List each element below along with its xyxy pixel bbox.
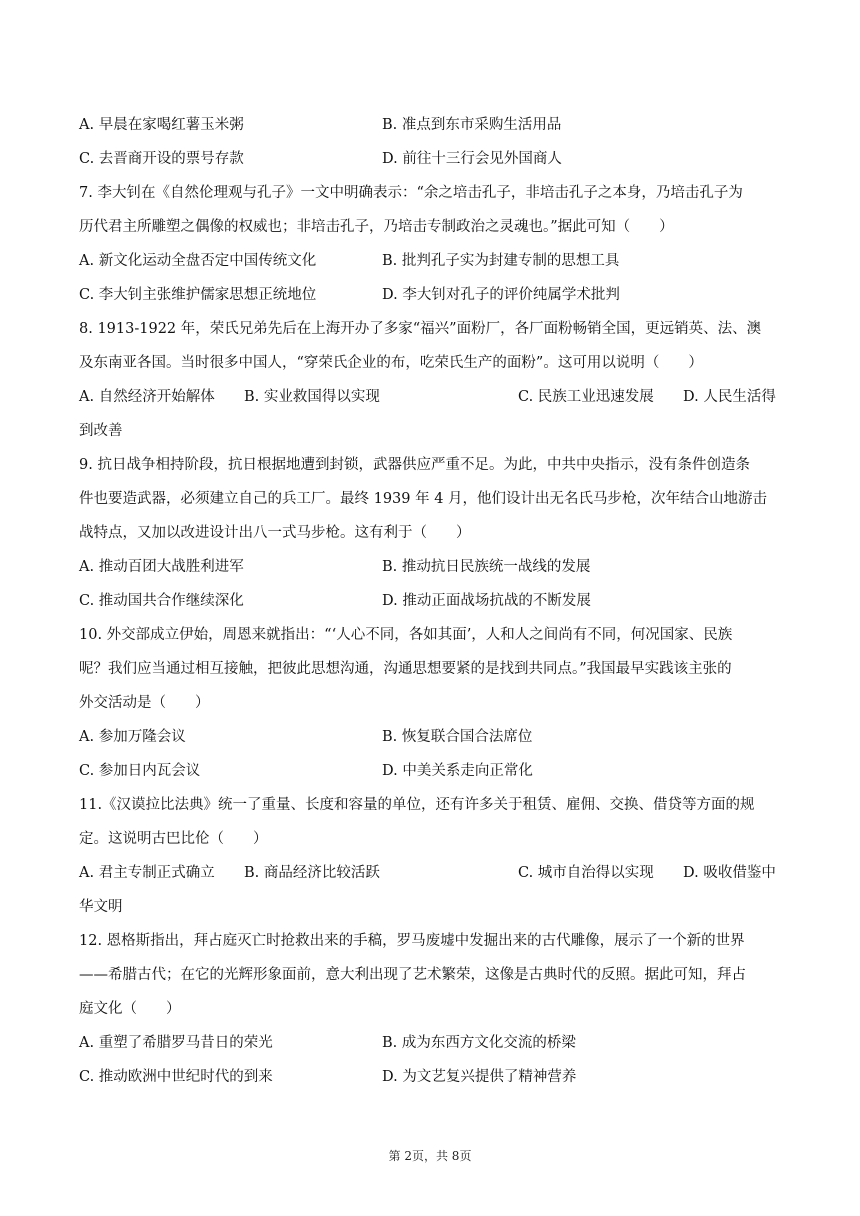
option-d: D. 李大钊对孔子的评价纯属学术批判 xyxy=(382,287,620,303)
page-content xyxy=(79,108,781,1094)
option-d: D. 为文艺复兴提供了精神营养 xyxy=(382,1069,577,1085)
option-b: B. 实业救国得以实现 xyxy=(244,389,380,405)
option-c: C. 推动国共合作继续深化 xyxy=(79,593,244,609)
question-10-stem: 外交活动是（ ） xyxy=(79,695,210,711)
option-row xyxy=(79,584,781,618)
page-footer: 第 2页，共 8页 xyxy=(388,1149,472,1163)
option-a: A. 新文化运动全盘否定中国传统文化 xyxy=(79,253,317,269)
option-row xyxy=(79,1026,781,1060)
option-row xyxy=(79,142,781,176)
question-7-stem: 历代君主所雕塑之偶像的权威也；非培击孔子，乃培击专制政治之灵魂也。”据此可知（ ） xyxy=(79,219,674,235)
option-c: C. 参加日内瓦会议 xyxy=(79,763,201,779)
option-row xyxy=(79,550,781,584)
option-row xyxy=(79,720,781,754)
option-row xyxy=(79,108,781,142)
option-row xyxy=(79,278,781,312)
option-a: A. 重塑了希腊罗马昔日的荣光 xyxy=(79,1035,273,1051)
question-12-stem: 12. 恩格斯指出，拜占庭灭亡时抢救出来的手稿，罗马废墟中发掘出来的古代雕像，展示了一个新的世界 xyxy=(79,933,745,949)
question-12-stem: ——希腊古代；在它的光辉形象面前，意大利出现了艺术繁荣，这像是古典时代的反照。据此可知，拜占 xyxy=(79,967,746,983)
option-a: A. 推动百团大战胜利进军 xyxy=(79,559,244,575)
question-10-stem: 呢？我们应当通过相互接触，把彼此思想沟通，沟通思想要紧的是找到共同点。”我国最早实践该主张的 xyxy=(79,661,732,677)
option-row xyxy=(79,1060,781,1094)
question-9-stem: 9. 抗日战争相持阶段，抗日根据地遭到封锁，武器供应严重不足。为此，中共中央指示，没有条件创造条 xyxy=(79,457,750,473)
option-d: D. 中美关系走向正常化 xyxy=(382,763,533,779)
option-a: A. 自然经济开始解体 xyxy=(79,389,215,405)
question-11-stem: 11.《汉谟拉比法典》统一了重量、长度和容量的单位，还有许多关于租赁、雇佣、交换、借贷等方面的规 xyxy=(79,797,755,813)
option-c: C. 推动欧洲中世纪时代的到来 xyxy=(79,1069,273,1085)
option-row xyxy=(79,754,781,788)
option-b: B. 商品经济比较活跃 xyxy=(244,865,380,881)
option-c: C. 民族工业迅速发展 xyxy=(518,389,654,405)
option-d: D. 吸收借鉴中 xyxy=(683,865,776,881)
question-8-stem: 及东南亚各国。当时很多中国人，“穿荣氏企业的布，吃荣氏生产的面粉”。这可用以说明（ ） xyxy=(79,355,703,371)
option-b: B. 推动抗日民族统一战线的发展 xyxy=(382,559,591,575)
option-c: C. 去晋商开设的票号存款 xyxy=(79,151,244,167)
option-b: B. 批判孔子实为封建专制的思想工具 xyxy=(382,253,620,269)
option-d: D. 前往十三行会见外国商人 xyxy=(382,151,562,167)
option-row xyxy=(79,244,781,278)
option-c: C. 城市自治得以实现 xyxy=(518,865,654,881)
option-b: B. 成为东西方文化交流的桥梁 xyxy=(382,1035,576,1051)
option-d: D. 推动正面战场抗战的不断发展 xyxy=(382,593,591,609)
question-11-stem: 定。这说明古巴比伦（ ） xyxy=(79,831,268,847)
option-d-continued: 华文明 xyxy=(79,899,123,915)
option-b: B. 准点到东市采购生活用品 xyxy=(382,117,562,133)
option-d-continued: 到改善 xyxy=(79,423,123,439)
option-a: A. 参加万隆会议 xyxy=(79,729,186,745)
question-10-stem: 10. 外交部成立伊始，周恩来就指出：“‘人心不同，各如其面’，人和人之间尚有不同，何况国家、民族 xyxy=(79,627,733,643)
question-12-stem: 庭文化（ ） xyxy=(79,1001,181,1017)
option-d: D. 人民生活得 xyxy=(683,389,776,405)
option-row xyxy=(79,380,781,414)
option-row xyxy=(79,856,781,890)
question-9-stem: 战特点，又加以改进设计出八一式马步枪。这有利于（ ） xyxy=(79,525,471,541)
question-9-stem: 件也要造武器，必须建立自己的兵工厂。最终 1939 年 4 月，他们设计出无名氏马步枪，次年结合山地游击 xyxy=(79,491,768,507)
option-b: B. 恢复联合国合法席位 xyxy=(382,729,533,745)
question-8-stem: 8. 1913-1922 年，荣氏兄弟先后在上海开办了多家“福兴”面粉厂，各厂面粉畅销全国，更远销英、法、澳 xyxy=(79,321,762,337)
option-c: C. 李大钊主张维护儒家思想正统地位 xyxy=(79,287,317,303)
option-a: A. 君主专制正式确立 xyxy=(79,865,215,881)
question-7-stem: 7. 李大钊在《自然伦理观与孔子》一文中明确表示：“余之培击孔子，非培击孔子之本身，乃培击孔子为 xyxy=(79,185,743,201)
option-a: A. 早晨在家喝红薯玉米粥 xyxy=(79,117,244,133)
